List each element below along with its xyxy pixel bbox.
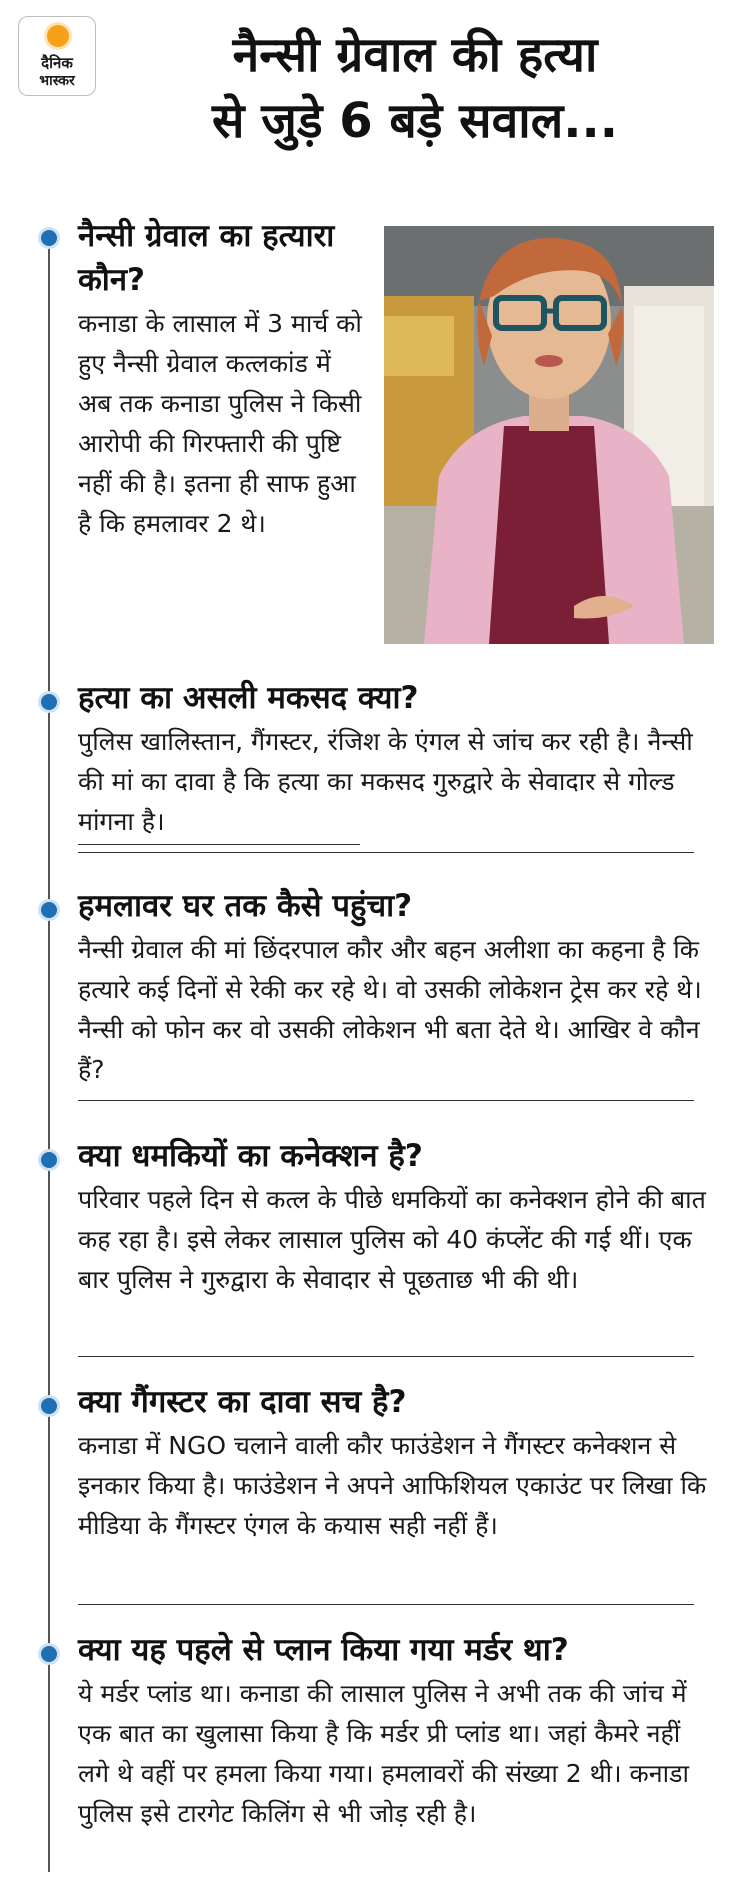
question-title: हत्या का असली मकसद क्या? — [78, 680, 419, 716]
logo-text-line2: भास्कर — [39, 73, 75, 89]
timeline-line — [48, 232, 50, 1872]
bullet-dot-icon — [41, 1152, 57, 1168]
headline — [110, 22, 720, 154]
divider — [78, 844, 360, 845]
divider — [78, 1604, 694, 1605]
question-body: परिवार पहले दिन से कत्ल के पीछे धमकियों का कनेक्शन होने की बात कह रहा है। इसे लेकर लासाल पुलिस को 40 कंप्लेंट की गई थीं। एक बार पुलिस ने गुरुद्वारा के सेवादार से पूछताछ भी की थी। — [78, 1185, 706, 1294]
bullet-dot-icon — [41, 902, 57, 918]
question-body: पुलिस खालिस्तान, गैंगस्टर, रंजिश के एंगल से जांच कर रही है। नैन्सी की मां का दावा है कि हत्या का मकसद गुरुद्वारे के सेवादार से गोल्ड मांगना है। — [78, 727, 693, 836]
question-title: हमलावर घर तक कैसे पहुंचा? — [78, 888, 413, 924]
nancy-grewal-photo — [384, 226, 714, 644]
sun-icon — [47, 25, 69, 47]
divider — [78, 1100, 694, 1101]
question-title: नैन्सी ग्रेवाल का हत्यारा कौन? — [78, 218, 335, 298]
question-body: कनाडा में NGO चलाने वाली कौर फाउंडेशन ने गैंगस्टर कनेक्शन से इनकार किया है। फाउंडेशन ने अपने आफिशियल एकाउंट पर लिखा कि मीडिया के गैंगस्टर एंगल के कयास सही नहीं हैं। — [78, 1431, 707, 1540]
dainik-bhaskar-logo — [18, 16, 96, 96]
divider — [78, 852, 694, 853]
bullet-dot-icon — [41, 1646, 57, 1662]
headline-line2: से जुड़े 6 बड़े सवाल... — [212, 93, 618, 149]
bullet-dot-icon — [41, 230, 57, 246]
question-title: क्या गैंगस्टर का दावा सच है? — [78, 1384, 407, 1420]
question-title: क्या यह पहले से प्लान किया गया मर्डर था? — [78, 1632, 569, 1668]
headline-line1: नैन्सी ग्रेवाल की हत्या — [232, 27, 598, 83]
bullet-dot-icon — [41, 694, 57, 710]
question-body: नैन्सी ग्रेवाल की मां छिंदरपाल कौर और बहन अलीशा का कहना है कि हत्यारे कई दिनों से रेकी कर रहे थे। वो उसकी लोकेशन ट्रेस कर रहे थे। नैन्सी को फोन कर वो उसकी लोकेशन भी बता देते थे। आखिर वे कौन हैं? — [78, 935, 702, 1084]
question-body: ये मर्डर प्लांड था। कनाडा की लासाल पुलिस ने अभी तक की जांच में एक बात का खुलासा किया है कि मर्डर प्री प्लांड था। जहां कैमरे नहीं लगे थे वहीं पर हमला किया गया। हमलावरों की संख्या 2 थी। कनाडा पुलिस इसे टारगेट किलिंग से भी जोड़ रही है। — [78, 1679, 689, 1828]
question-body: कनाडा के लासाल में 3 मार्च को हुए नैन्सी ग्रेवाल कत्लकांड में अब तक कनाडा पुलिस ने किसी आरोपी की गिरफ्तारी की पुष्टि नहीं की है। इतना ही साफ हुआ है कि हमलावर 2 थे। — [78, 309, 362, 538]
question-title: क्या धमकियों का कनेक्शन है? — [78, 1138, 423, 1174]
bullet-dot-icon — [41, 1398, 57, 1414]
logo-text-line1: दैनिक — [41, 54, 73, 72]
divider — [78, 1356, 694, 1357]
